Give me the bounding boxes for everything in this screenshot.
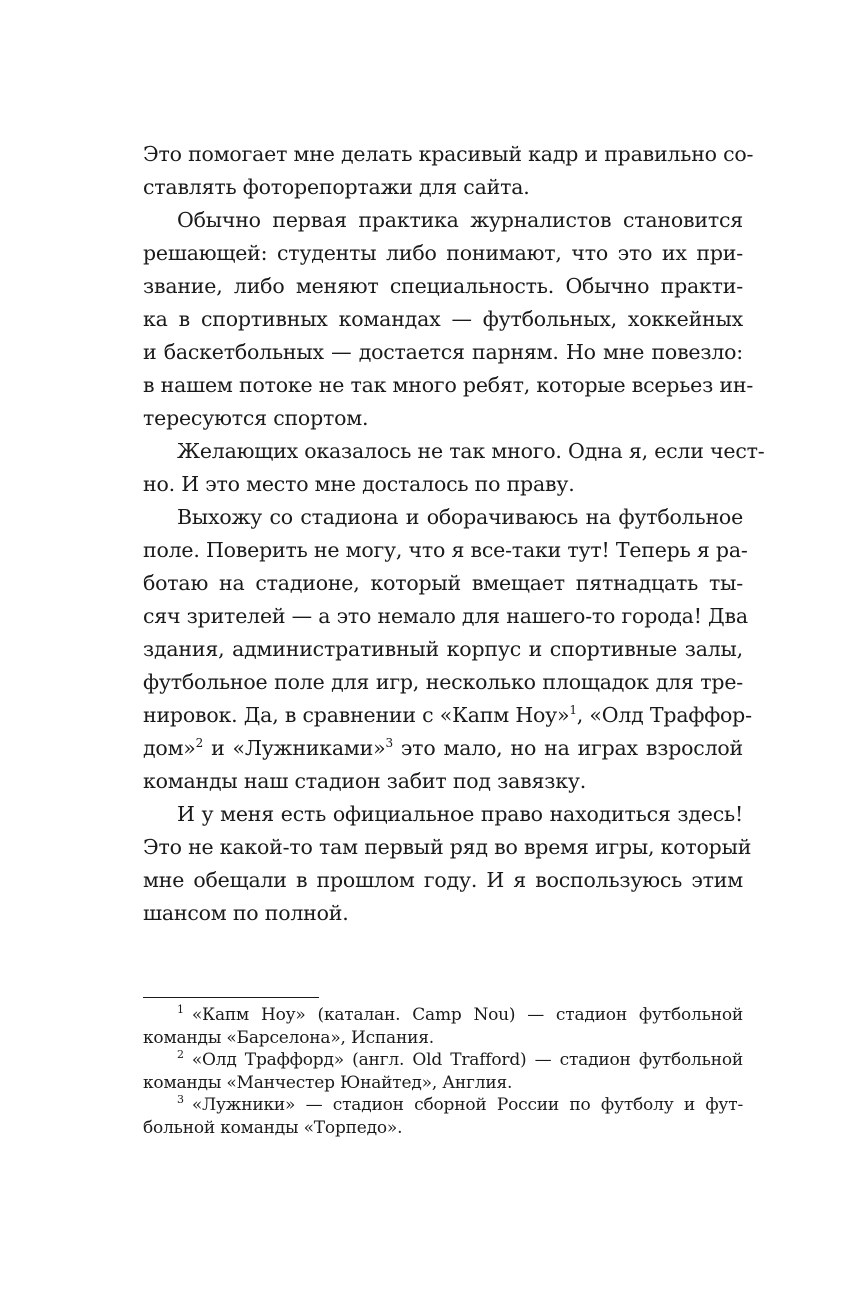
text-line: Желающих оказалось не так много. Одна я, если чест- — [177, 439, 765, 463]
footnote-number: 2 — [177, 1048, 184, 1062]
footnote-text: «Олд Траффорд» (англ. Old Trafford) — стадион футбольной — [191, 1050, 743, 1070]
text-line: Это помогает мне делать красивый кадр и правильно со- — [143, 142, 754, 166]
text-segment: и «Лужниками» — [203, 736, 386, 760]
main-text — [143, 138, 765, 930]
footnote-ref[interactable]: 1 — [569, 703, 577, 718]
text-line: Выхожу со стадиона и оборачиваюсь на футбольное — [177, 505, 743, 529]
text-line: здания, административный корпус и спортивные залы, — [143, 637, 743, 661]
text-line: И у меня есть официальное право находиться здесь! — [177, 802, 743, 826]
footnotes — [143, 1004, 743, 1139]
text-line: ка в спортивных командах — футбольных, хоккейных — [143, 307, 743, 331]
footnote-text: «Капм Ноу» (каталан. Camp Nou) — стадион футбольной — [191, 1005, 743, 1025]
footnote-line — [143, 1049, 743, 1072]
text-segment: , «Олд Траффор- — [576, 703, 752, 727]
text-segment: это мало, но на играх взрослой — [392, 736, 744, 760]
text-line: звание, либо меняют специальность. Обычно практи- — [143, 274, 743, 298]
footnote-divider — [143, 997, 319, 998]
text-line: поле. Поверить не могу, что я все-таки тут! Теперь я ра- — [143, 538, 748, 562]
text-line: ботаю на стадионе, который вмещает пятнадцать ты- — [143, 571, 743, 595]
footnote-ref[interactable]: 3 — [385, 736, 393, 751]
text-line: но. И это место мне досталось по праву. — [143, 472, 575, 496]
footnote-number: 3 — [177, 1093, 184, 1107]
text-line: тересуются спортом. — [143, 406, 369, 430]
footnote-line — [143, 1004, 743, 1027]
text-segment: дом» — [143, 736, 196, 760]
text-line: мне обещали в прошлом году. И я воспользуюсь этим — [143, 868, 743, 892]
footnote-line — [143, 1094, 743, 1117]
footnote-ref[interactable]: 2 — [195, 736, 204, 751]
text-line — [143, 699, 752, 732]
text-line: Это не какой-то там первый ряд во время игры, который — [143, 835, 752, 859]
footnote-number: 1 — [177, 1003, 184, 1017]
text-line: команды наш стадион забит под завязку. — [143, 769, 587, 793]
footnote-text: «Лужники» — стадион сборной России по футболу и фут- — [191, 1095, 743, 1115]
text-line: сяч зрителей — а это немало для нашего-то города! Два — [143, 604, 748, 628]
footnote-line: команды «Манчестер Юнайтед», Англия. — [143, 1072, 513, 1093]
footnote-line: больной команды «Торпедо». — [143, 1117, 403, 1138]
text-line: решающей: студенты либо понимают, что это их при- — [143, 241, 743, 265]
text-line: ставлять фоторепортажи для сайта. — [143, 175, 530, 199]
text-line: шансом по полной. — [143, 901, 349, 925]
text-line: в нашем потоке не так много ребят, которые всерьез ин- — [143, 373, 754, 397]
footnote-line: команды «Барселона», Испания. — [143, 1027, 434, 1048]
text-line — [143, 732, 743, 765]
text-segment: нировок. Да, в сравнении с «Капм Ноу» — [143, 703, 570, 727]
text-line: и баскетбольных — достается парням. Но мне повезло: — [143, 340, 743, 364]
text-line: Обычно первая практика журналистов становится — [177, 208, 743, 232]
text-line: футбольное поле для игр, несколько площадок для тре- — [143, 670, 743, 694]
